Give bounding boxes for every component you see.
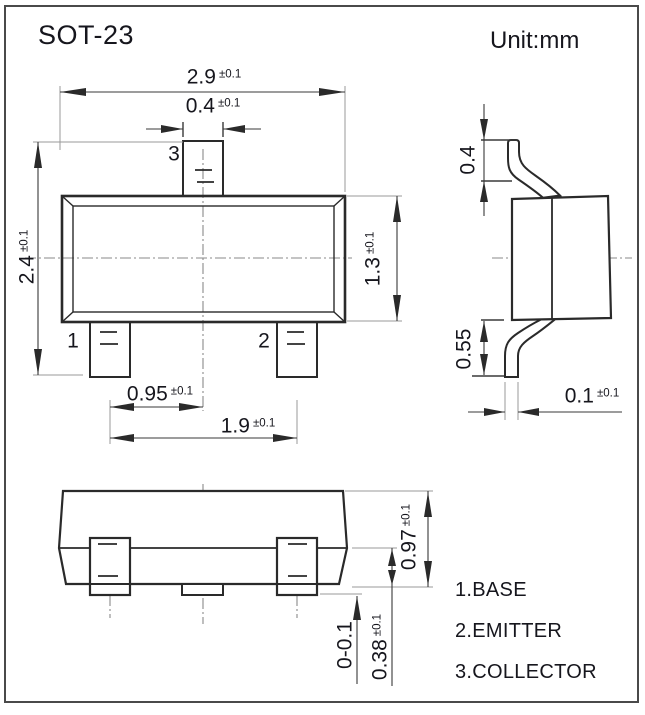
dim-lead-span: 1.9 ±0.1	[220, 414, 276, 438]
package-title: SOT-23	[38, 20, 135, 50]
pin3-number: 3	[168, 142, 180, 166]
front-view	[59, 491, 347, 595]
dim-standoff: 0-0.1	[333, 621, 357, 669]
dim-lead-top-height: 0.4	[456, 145, 480, 175]
dim-overall-depth: 2.4 ±0.1	[15, 229, 39, 285]
pin1-number: 1	[67, 329, 79, 353]
dim-lead-foot-height: 0.55	[452, 328, 476, 370]
side-view	[505, 140, 611, 377]
pin-function-base: 1.BASE	[455, 579, 527, 601]
unit-label: Unit:mm	[490, 27, 580, 54]
dim-lead-thickness: 0.1 ±0.1	[564, 384, 620, 408]
dim-lead-pitch: 0.95 ±0.1	[126, 382, 194, 406]
dim-tab-width: 0.4 ±0.1	[185, 94, 241, 118]
dim-body-height: 0.97 ±0.1	[397, 503, 421, 571]
pin-function-collector: 3.COLLECTOR	[455, 661, 597, 683]
dim-lead-width: 0.38 ±0.1	[368, 613, 392, 681]
dim-body-depth: 1.3 ±0.1	[361, 231, 385, 287]
pin-function-emitter: 2.EMITTER	[455, 620, 563, 642]
dim-body-width: 2.9 ±0.1	[186, 65, 242, 89]
top-view-dimensions	[33, 86, 402, 444]
pin2-number: 2	[258, 329, 270, 353]
